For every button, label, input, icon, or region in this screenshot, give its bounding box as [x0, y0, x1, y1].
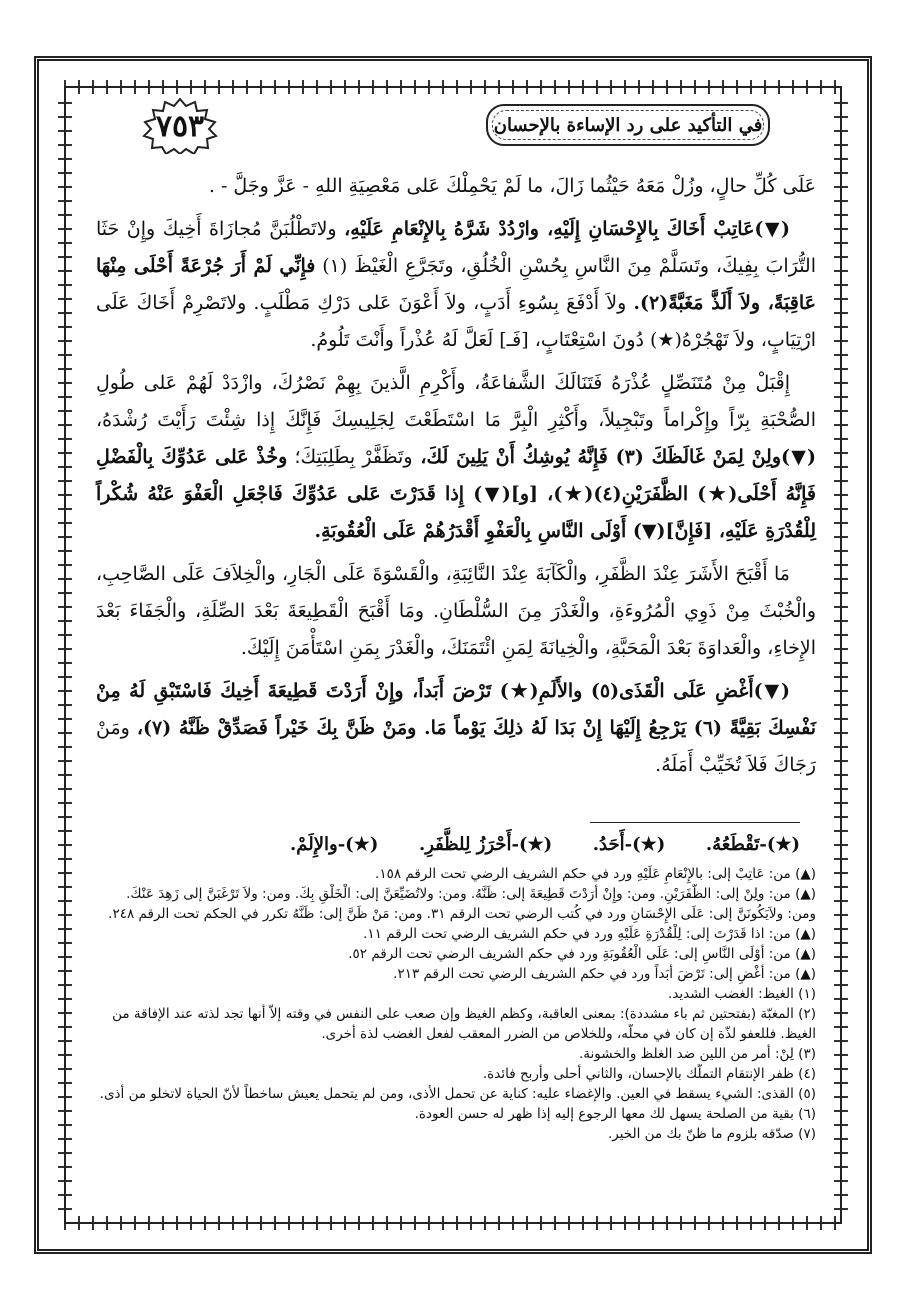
- variant-2: (★)-أَحَدُ.: [592, 834, 666, 855]
- p1-text: عَلَى كُلِّ حالٍ، وزُلْ مَعَهُ حَيْثُما زَالَ، ما لَمْ يَحْمِلْكَ عَلى مَعْصِيَةِ اللهِ - عَزَّ وجَلَّ - .: [208, 175, 816, 197]
- footnote: (٧) صدّقه بلزوم ما ظنّ بك من الخير.: [607, 1126, 816, 1142]
- paragraph-1: [96, 168, 816, 205]
- footnote: (١) الغيظ: الغضب الشديد.: [668, 986, 816, 1002]
- variant-4: (★)-والإِلَمْ.: [290, 834, 379, 855]
- footnote: (٢) المغبّة (بفتحتين ثم باء مشددة): بمعنى العاقبة، وكظم الغيظ وإن صعب على النفس في وقته إلاّ أنها تجد لذته عند الإفاقة من: [112, 1006, 816, 1022]
- footnote: (▲) من: عَاتِبْ إلى: بالإِنْعَامِ عَلَيْهِ ورد في حكم الشريف الرضي تحت الرقم ١٥٨.: [375, 866, 816, 882]
- footnote: (٥) القذى: الشيء يسقط في العين. والإغضاء عليه: كناية عن تحمل الأذى، ومن لم يتحمل يعيش ساخطاً لأنّ الحياة لاتخلو من أذى.: [99, 1086, 816, 1102]
- p3-bold2: وخُذْ عَلى عَدُوِّكَ بِالْفَضْلِ فَإِنَّهُ أَحْلَى(★) الظَّفَرَيْنِ(٤)(★)، [و](▼) إِذا قَدَرْتَ عَلى عَدُوِّكَ فَاجْعَلِ الْعَفْوَ عَنْهُ شُكْراً لِلْقُدْرَةِ عَلَيْهِ، [فَإِنَّ](▼) أَوْلَى النَّاسِ بِالْعَفْوِ أَقْدَرُهُمْ عَلَى الْعُقُوبَةِ.: [96, 446, 816, 542]
- footnote: (٦) بقية من الصلحة يسهل لك معها الرجوع إليه إذا ظهر له حسن العودة.: [414, 1106, 816, 1122]
- p2-text: ولاتَطْلُبَنَّ مُجازَاةَ أَخِيكَ وإِنْ حَثَا التُّرَابَ بِفِيكَ، وتَسَلَّمْ مِنَ النَّاسِ بِحُسْنِ الْخُلُقِ، وتَجَرَّعِ الْغَيْظَ (١): [96, 218, 816, 277]
- footnote: (٤) ظفر الإنتقام التملّك بالإحسان، والثاني أحلى وأربح فائدة.: [482, 1066, 816, 1082]
- p3-bold: (▼)ولِنْ لِمَنْ غَالَظَكَ (٣) فَإِنَّهُ يُوشِكُ أَنْ يَلِينَ لَكَ،: [412, 446, 816, 468]
- p5-bold: (▼)أَغْضِ عَلَى الْقَذَى(٥) والأَلَمِ(★) تَرْضَ أَبَداً، وإِنْ أَرَدْتَ قَطِيعَةَ أَخِيكَ فَاسْتَبْقِ لَهُ مِنْ نَفْسِكَ بَقِيَّةً (٦) يَرْجِعُ إِلَيْهَا إِنْ بَدَا لَهُ ذلِكَ يَوْماً مَا. ومَنْ ظَنَّ بِكَ خَيْراً فَصَدِّقْ ظَنَّهُ (٧)،: [96, 680, 816, 739]
- p2-bold2: فإِنِّي لَمْ أَرَ جُرْعَةً أَحْلَى مِنْهَا عَاقِبَةً، ولاَ أَلَذَّ مَغَبَّةً(٢).: [96, 255, 816, 314]
- page-header: [130, 98, 770, 158]
- footnote: (▲) من: ولِنْ إلى: الظَّفَرَيْنِ. ومن: وإِنْ أَرَدْتَ قَطِيعَةَ إلى: ظَنَّهُ. ومن: ولاتُضَيِّعَنَّ إلى: الْخَلْقِ بِكَ. ومن: ولاَ تَرْغَبَنَّ إلى زَهِدَ عَنْكَ.: [126, 886, 816, 902]
- p2-end: ولاَ أَدْفَعَ بِسُوءِ أَدَبٍ، ولاَ أَعْوَنَ عَلى دَرْكِ مَطْلَبٍ. ولاتَصْرِمْ أَخَاكَ عَلَى ارْتِيَابٍ، ولاَ تَهْجُرْهُ(★) دُونَ اسْتِعْتَابٍ، [فَـ] لَعَلَّ لَهُ عُذْراً وأَنْتَ تَلُومُ.: [96, 292, 816, 351]
- footnote: الغيظ. فللعفو لذّة إن كان في محلّه، وللخلاص من الضرر المعقب لفعل الغضب لذة أخرى.: [321, 1026, 816, 1042]
- footnote: (▲) من: اذا قَدَرْتَ إلى: لِلْقُدْرَةِ عَلَيْهِ ورد في حكم الشريف الرضي تحت الرقم ١١.: [363, 926, 816, 942]
- variant-1: (★)-تَقْطَعُهُ.: [705, 834, 800, 855]
- footnote: (٣) لِنْ: أمر من اللين ضد الغلظ والخشونة.: [578, 1046, 816, 1062]
- chapter-title: في التأكيد على رد الإساءة بالإحسان: [493, 114, 763, 136]
- footnotes: [96, 864, 816, 1144]
- paragraph-4: [96, 556, 816, 667]
- footnote: (▲) من: أَغْضِ إلى: تَرْضَ أَبَداً ورد في حكم الشريف الرضي تحت الرقم ٢١٣.: [393, 966, 816, 982]
- footnote: ومن: ولاَيَكُونَنَّ إلى: عَلَى الإِحْسَانِ ورد في كُتب الرضي تحت الرقم ٣١. ومن: مَنْ ظَنَّ إلى: ظَنَّهُ تكرر في الحكم تحت الرقم ٢٤٨.: [108, 906, 816, 922]
- footnote-separator: [590, 822, 800, 823]
- paragraph-3: [96, 365, 816, 550]
- p5-text: ومَنْ رَجَاكَ فَلاَ تُخَيِّبْ أَمَلَهُ.: [96, 717, 816, 776]
- variant-3: (★)-أَحْرَزُ لِلظَّفَرِ.: [418, 834, 553, 855]
- main-text: [96, 168, 816, 790]
- page-number: ٧٥٣: [155, 108, 205, 144]
- p3-text: إِقْبَلْ مِنْ مُتَنَصِّلٍ عُذْرَهُ فَتَنَالَكَ الشَّفاعَةُ، وأَكْرِمِ الَّذينَ بِهِمْ نَصْرُكَ، وازْدَدْ لَهُمْ عَلى طُولِ الصُّحْبَةِ بِرّاً وإِكْراماً وتَبْجِيلاً، وأَكْثِرِ الْبِرَّ مَا اسْتَطَعْتَ لِجَلِيسِكَ فَإِنَّكَ إِذا شِئْتَ رَأَيْتَ رُشْدَهُ،: [96, 372, 816, 431]
- paragraph-5: [96, 673, 816, 784]
- paragraph-2: [96, 211, 816, 359]
- footnote: (▲) من: أَوْلَى النَّاسِ إلى: عَلَى الْعُقُوبَةِ ورد في حكم الشريف الرضي تحت الرقم ٥٢.: [348, 946, 816, 962]
- p4-text: مَا أَقْبَحَ الأَشَرَ عِنْدَ الظَّفَرِ، والْكَآبَةَ عِنْدَ النَّائِبَةِ، والْقَسْوَةَ عَلَى الْجَارِ، والْخِلاَفَ عَلَى الصَّاحِبِ، والْخُبْثَ مِنْ ذَوِي الْمُرُوءَةِ، والْغَدْرَ مِنَ السُّلْطَانِ. ومَا أَقْبَحَ الْقَطِيعَةَ بَعْدَ الصِّلَةِ، والْجَفَاءَ بَعْدَ الإِخاءِ، والْعَداوَةَ بَعْدَ الْمَحَبَّةِ، والْخِيانَةَ لِمَنِ ائْتَمَنَكَ، والْغَدْرَ بِمَنِ اسْتَأْمَنَ إِلَيْكَ.: [96, 563, 816, 659]
- variant-readings: [290, 834, 800, 855]
- chapter-title-box: [486, 104, 770, 146]
- page-number-badge: [140, 98, 220, 154]
- p3-mid: وتَظَفَّرْ بِطَلِبَتِكَ؛: [287, 446, 413, 468]
- p2-bold: (▼)عَاتِبْ أَخَاكَ بِالإِحْسَانِ إِلَيْهِ، وارْدُدْ شَرَّهُ بِالإِنْعَامِ عَلَيْهِ،: [344, 218, 791, 240]
